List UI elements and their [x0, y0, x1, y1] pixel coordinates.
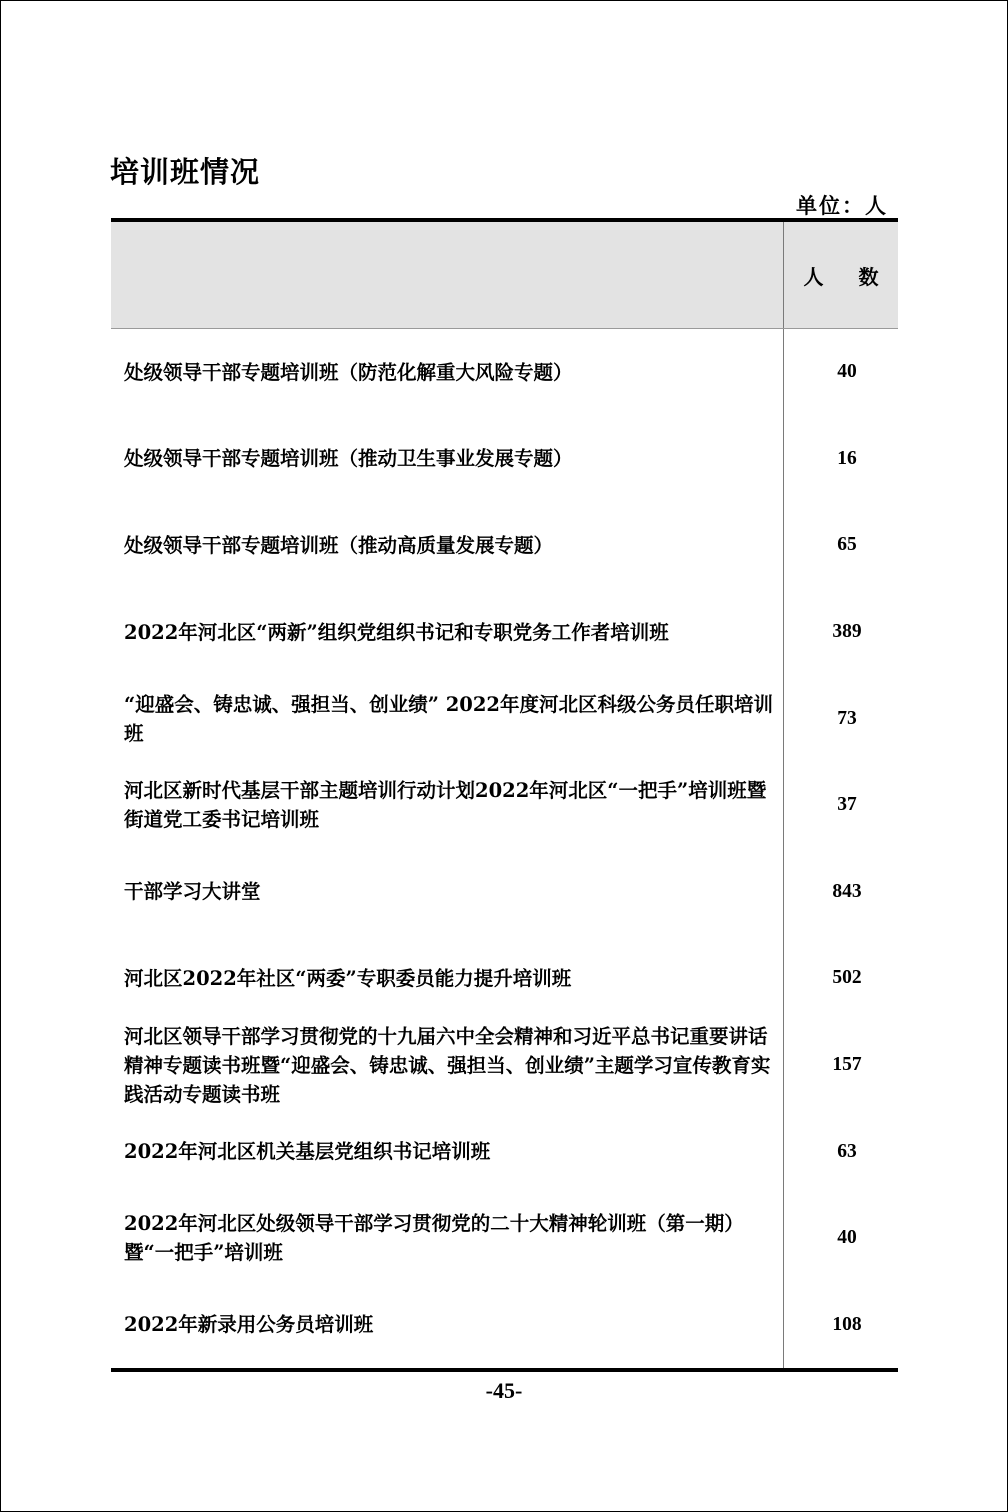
- row-name-cell: 2022年河北区机关基层党组织书记培训班: [124, 1140, 491, 1164]
- header-count-cell: 人 数: [783, 222, 898, 328]
- row-name-cell: 河北区2022年社区“两委”专职委员能力提升培训班: [124, 966, 572, 990]
- row-name-cell: 处级领导干部专题培训班（防范化解重大风险专题）: [124, 360, 573, 384]
- row-count-cell: 73: [783, 675, 898, 762]
- row-count-cell: 108: [783, 1282, 898, 1369]
- table-row: [111, 1022, 898, 1109]
- table-row: [111, 502, 898, 589]
- table-row: [111, 329, 898, 416]
- row-name-cell: 处级领导干部专题培训班（推动卫生事业发展专题）: [124, 447, 573, 471]
- row-count-cell: 502: [783, 935, 898, 1022]
- table-row: [111, 1108, 898, 1195]
- row-name-cell: 2022年河北区处级领导干部学习贯彻党的二十大精神轮训班（第一期）暨“一把手”培训班: [124, 1212, 744, 1265]
- table-row: [111, 1195, 898, 1282]
- row-count-cell: 843: [783, 849, 898, 936]
- page-number: -45-: [485, 1378, 523, 1403]
- table-row: [111, 849, 898, 936]
- row-count-cell: 157: [783, 1022, 898, 1109]
- row-count-cell: 16: [783, 416, 898, 503]
- row-count-cell: 40: [783, 1195, 898, 1282]
- table-body: [111, 329, 898, 1368]
- table-row: [111, 762, 898, 849]
- row-name-cell: “迎盛会、铸忠诚、强担当、创业绩” 2022年度河北区科级公务员任职培训班: [124, 692, 773, 745]
- row-count-cell: 63: [783, 1108, 898, 1195]
- table-row: [111, 589, 898, 676]
- table-row: [111, 416, 898, 503]
- training-table: [111, 218, 898, 1372]
- row-count-cell: 389: [783, 589, 898, 676]
- table-row: [111, 675, 898, 762]
- row-count-cell: 65: [783, 502, 898, 589]
- table-header: [111, 222, 898, 329]
- row-name-cell: 2022年河北区“两新”组织党组织书记和专职党务工作者培训班: [124, 620, 669, 644]
- header-name-cell: [111, 222, 783, 328]
- unit-label: 单位：人: [796, 193, 888, 218]
- row-name-cell: 处级领导干部专题培训班（推动高质量发展专题）: [124, 533, 554, 557]
- row-count-cell: 37: [783, 762, 898, 849]
- table-bottom-rule: [111, 1368, 898, 1372]
- row-name-cell: 河北区领导干部学习贯彻党的十九届六中全会精神和习近平总书记重要讲话精神专题读书班暨“迎盛会、铸忠诚、强担当、创业绩”主题学习宣传教育实践活动专题读书班: [124, 1024, 771, 1106]
- table-row: [111, 935, 898, 1022]
- row-count-cell: 40: [783, 329, 898, 416]
- row-name-cell: 干部学习大讲堂: [124, 880, 261, 904]
- row-name-cell: 河北区新时代基层干部主题培训行动计划2022年河北区“一把手”培训班暨街道党工委书记培训班: [124, 779, 767, 832]
- page-title: 培训班情况: [110, 155, 261, 189]
- table-row: [111, 1282, 898, 1369]
- row-name-cell: 2022年新录用公务员培训班: [124, 1313, 374, 1337]
